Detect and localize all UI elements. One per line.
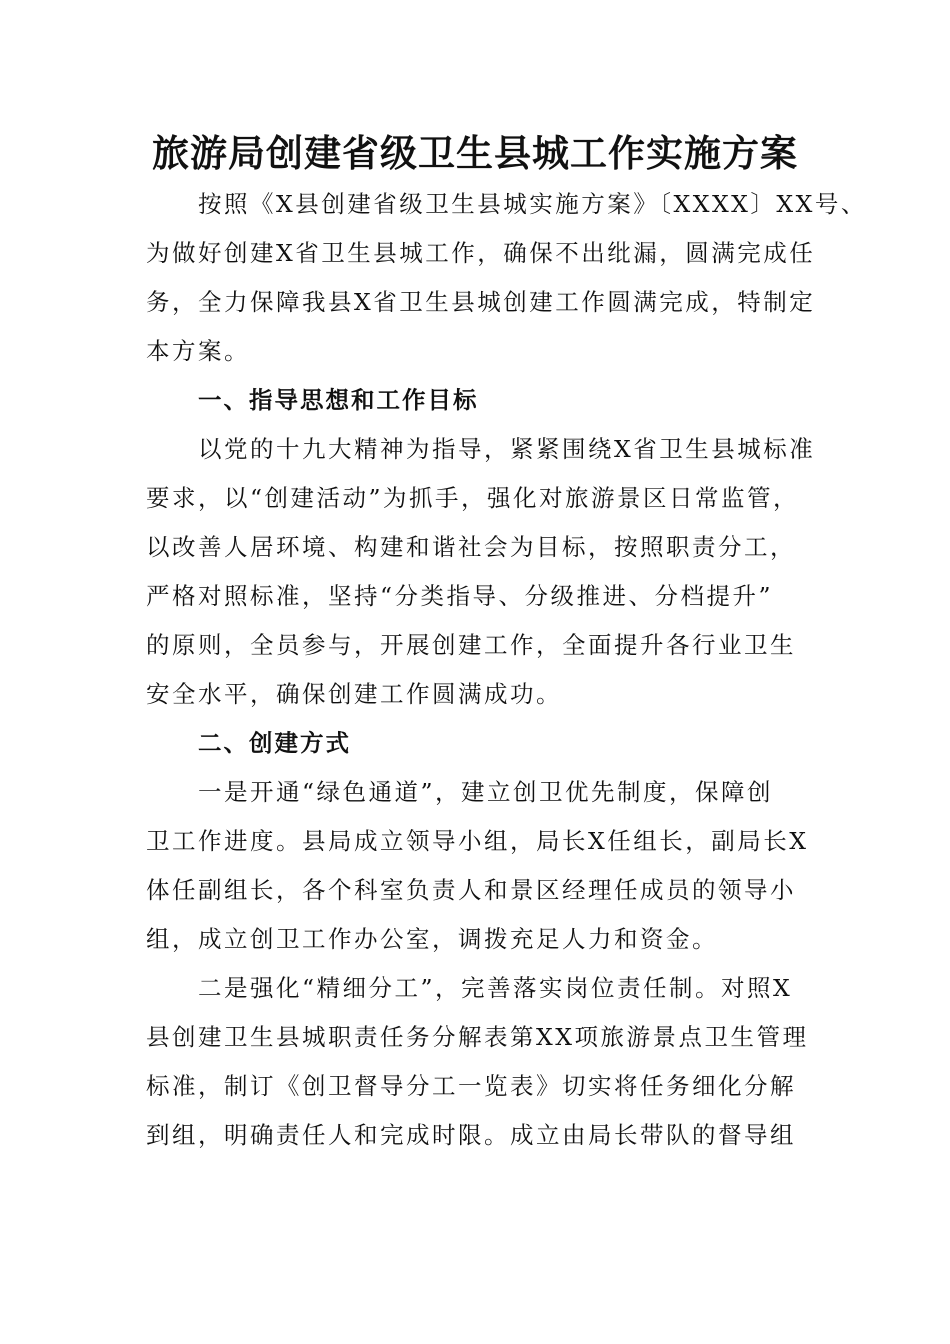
paragraph-line: 以党的十九大精神为指导，紧紧围绕X省卫生县城标准 (198, 435, 816, 463)
section1-paragraph (146, 425, 826, 719)
paragraph-line: 到组，明确责任人和完成时限。成立由局长带队的督导组 (146, 1121, 796, 1149)
paragraph-line: 为做好创建X省卫生县城工作，确保不出纰漏，圆满完成任 (146, 239, 816, 267)
paragraph-line: 按照《X县创建省级卫生县城实施方案》〔XXXX〕XX号、 (198, 190, 867, 218)
intro-paragraph (146, 180, 867, 376)
section2-paragraph-2 (146, 964, 826, 1160)
section2-paragraph-1 (146, 768, 826, 964)
paragraph-line: 以改善人居环境、构建和谐社会为目标，按照职责分工， (146, 533, 796, 561)
paragraph-line: 县创建卫生县城职责任务分解表第XX项旅游景点卫生管理 (146, 1023, 809, 1051)
section-heading-2: 二、创建方式 (198, 729, 351, 757)
paragraph-line: 标准，制订《创卫督导分工一览表》切实将任务细化分解 (146, 1072, 796, 1100)
paragraph-line: 严格对照标准，坚持“分类指导、分级推进、分档提升” (146, 582, 774, 610)
paragraph-line: 一是开通“绿色通道”，建立创卫优先制度，保障创 (198, 778, 774, 806)
paragraph-line: 组，成立创卫工作办公室，调拨充足人力和资金。 (146, 925, 718, 953)
document-body (146, 180, 867, 1160)
paragraph-line: 的原则，全员参与，开展创建工作，全面提升各行业卫生 (146, 631, 796, 659)
paragraph-line: 本方案。 (146, 337, 250, 365)
paragraph-line: 安全水平，确保创建工作圆满成功。 (146, 680, 562, 708)
paragraph-line: 卫工作进度。县局成立领导小组，局长X任组长，副局长X (146, 827, 809, 855)
section-heading-1: 一、指导思想和工作目标 (198, 386, 479, 414)
paragraph-line: 务，全力保障我县X省卫生县城创建工作圆满完成，特制定 (146, 288, 816, 316)
paragraph-line: 要求，以“创建活动”为抓手，强化对旅游景区日常监管， (146, 484, 800, 512)
paragraph-line: 体任副组长，各个科室负责人和景区经理任成员的领导小 (146, 876, 796, 904)
paragraph-line: 二是强化“精细分工”，完善落实岗位责任制。对照X (198, 974, 793, 1002)
document-title: 旅游局创建省级卫生县城工作实施方案 (152, 131, 798, 175)
